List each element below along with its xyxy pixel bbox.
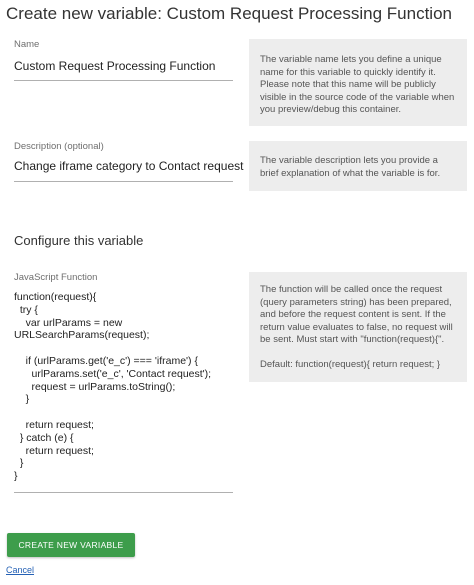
description-help: [249, 141, 467, 191]
function-editor[interactable]: [14, 283, 233, 493]
name-input[interactable]: Custom Request Processing Function: [14, 50, 233, 81]
function-label: JavaScript Function: [14, 272, 98, 283]
function-field: [14, 272, 233, 493]
create-variable-button[interactable]: CREATE NEW VARIABLE: [7, 533, 135, 557]
configure-title: Configure this variable: [14, 233, 144, 248]
page-title: Create new variable: Custom Request Processing Function: [6, 4, 452, 23]
description-input[interactable]: Change iframe category to Contact request: [14, 152, 233, 182]
cancel-link[interactable]: Cancel: [6, 565, 35, 575]
function-help: [249, 272, 467, 382]
function-help-text: The function will be called once the request (query parameters string) has been prepared, and before the request content is sent. If the return value evaluates to false, no request will be sent. Must start with "function(request){".: [260, 284, 453, 345]
description-field: [14, 141, 244, 182]
name-help: [249, 39, 467, 126]
description-label: Description (optional): [14, 141, 104, 152]
name-field: [14, 39, 233, 81]
function-code: function(request){ try { var urlParams = new URLSearchParams(request); if (urlParams.get('e_c') === 'iframe') { urlParams.set('e_c', 'Contact request'); request = urlParams.toString(); } return request; } catch (e) { return request; } }: [14, 291, 212, 483]
description-help-text: The variable description lets you provide a brief explanation of what the variable is for.: [260, 155, 441, 179]
function-help-default: Default: function(request){ return request; }: [260, 358, 441, 370]
name-help-text: The variable name lets you define a unique name for this variable to quickly identify it. Please note that this name will be publicly visible in the source code of the variable when you preview/debug this container.: [260, 54, 455, 115]
name-label: Name: [14, 39, 40, 50]
